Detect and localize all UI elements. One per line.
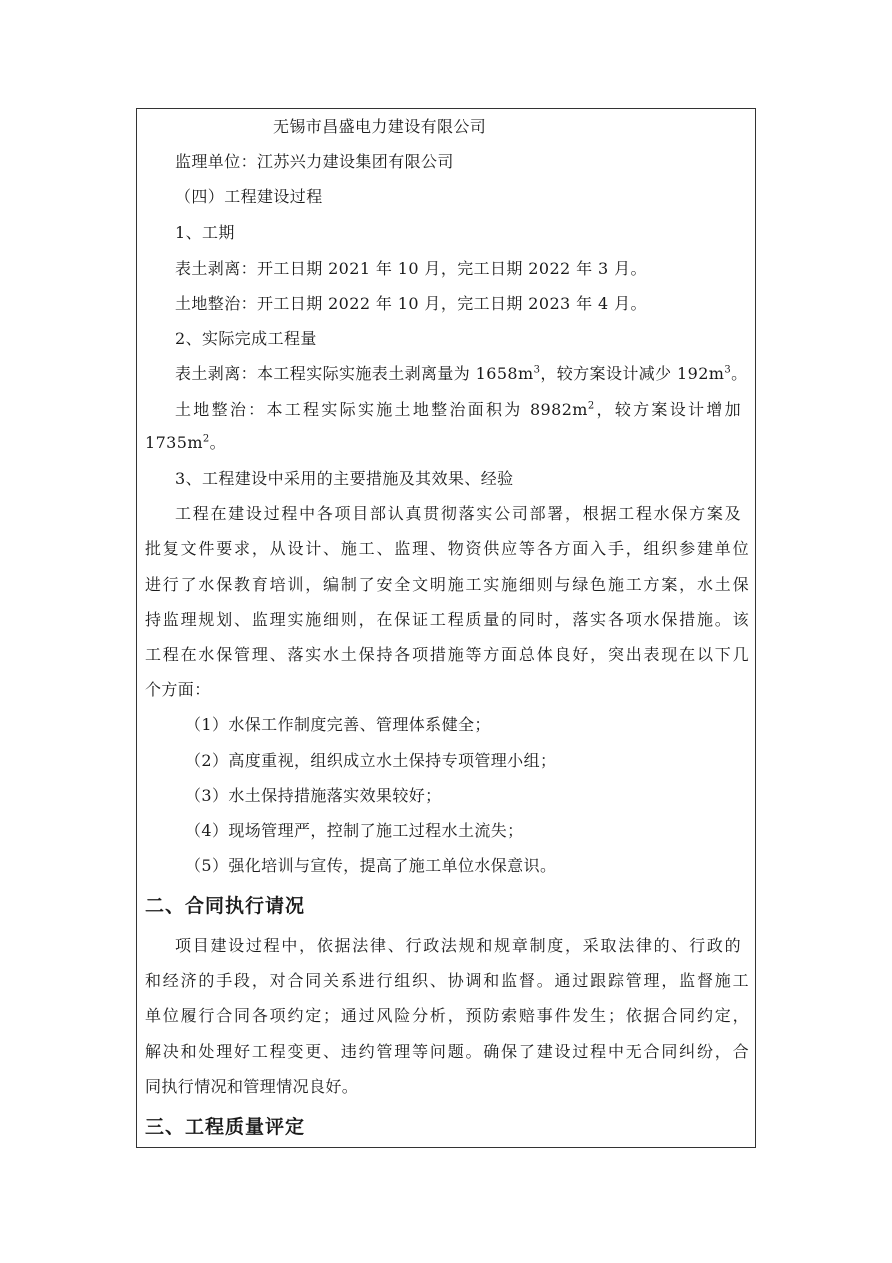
measures-title: 3、工程建设中采用的主要措施及其效果、经验 [175, 469, 514, 488]
contract-line-1: 项目建设过程中，依据法律、行政法规和规章制度，采取法律的、行政的 [175, 936, 741, 955]
measures-para-line-4: 持监理规划、监理实施细则，在保证工程质量的同时，落实各项水保措施。该 [145, 610, 749, 629]
contract-line-3: 单位履行合同各项约定；通过风险分析，预防索赔事件发生；依据合同约定， [145, 1006, 749, 1025]
construction-company-line: 无锡市昌盛电力建设有限公司 [273, 117, 487, 136]
list-item-4: （4）现场管理严，控制了施工过程水土流失； [185, 821, 524, 840]
supervisor-line: 监理单位：江苏兴力建设集团有限公司 [175, 152, 454, 171]
content-frame [136, 108, 756, 1148]
quantity-land-text-d: 。 [209, 433, 227, 452]
quantity-topsoil-line [175, 364, 748, 384]
quantity-topsoil-text-c: 。 [731, 364, 748, 383]
sup-square-1: 2 [587, 400, 595, 412]
list-item-3: （3）水土保持措施落实效果较好； [185, 786, 442, 805]
sup-cubic-2: 3 [724, 364, 732, 376]
contract-line-4: 解决和处理好工程变更、违约管理等问题。确保了建设过程中无合同纠纷，合 [145, 1042, 749, 1061]
measures-para-line-2: 批复文件要求，从设计、施工、监理、物资供应等各方面入手，组织参建单位 [145, 539, 749, 558]
measures-para-line-6: 个方面： [145, 680, 211, 699]
quantity-land-text-b: ，较方案设计增加 [594, 400, 741, 419]
quantity-land-text-c: 1735m [145, 433, 203, 452]
list-item-2: （2）高度重视，组织成立水土保持专项管理小组； [185, 751, 557, 770]
list-item-5: （5）强化培训与宣传，提高了施工单位水保意识。 [185, 856, 557, 875]
sup-cubic-1: 3 [533, 364, 541, 376]
measures-para-line-1: 工程在建设过程中各项目部认真贯彻落实公司部署，根据工程水保方案及 [175, 504, 741, 523]
schedule-topsoil-line: 表土剥离：开工日期 2021 年 10 月，完工日期 2022 年 3 月。 [175, 259, 647, 278]
contract-line-2: 和经济的手段，对合同关系进行组织、协调和监督。通过跟踪管理，监督施工 [145, 971, 749, 990]
measures-para-line-5: 工程在水保管理、落实水土保持各项措施等方面总体良好，突出表现在以下几 [145, 645, 749, 664]
measures-para-line-3: 进行了水保教育培训，编制了安全文明施工实施细则与绿色施工方案，水土保 [145, 575, 749, 594]
list-item-1: （1）水保工作制度完善、管理体系健全； [185, 715, 491, 734]
quantity-land-text-a: 土地整治：本工程实际实施土地整治面积为 8982m [175, 400, 588, 419]
quantity-land-line-cont [145, 433, 226, 453]
schedule-land-line: 土地整治：开工日期 2022 年 10 月，完工日期 2023 年 4 月。 [175, 294, 647, 313]
quantity-topsoil-text-b: ，较方案设计减少 192m [540, 364, 725, 383]
section4-title: （四）工程建设过程 [175, 187, 323, 206]
contract-heading: 二、合同执行请况 [145, 895, 306, 917]
quality-heading: 三、工程质量评定 [145, 1116, 306, 1138]
quantity-topsoil-text-a: 表土剥离：本工程实际实施表土剥离量为 1658m [175, 364, 534, 383]
sup-square-2: 2 [202, 433, 210, 445]
contract-line-5: 同执行情况和管理情况良好。 [145, 1077, 359, 1096]
schedule-title: 1、工期 [175, 223, 235, 242]
quantity-title: 2、实际完成工程量 [175, 329, 317, 348]
quantity-land-line [175, 400, 741, 420]
